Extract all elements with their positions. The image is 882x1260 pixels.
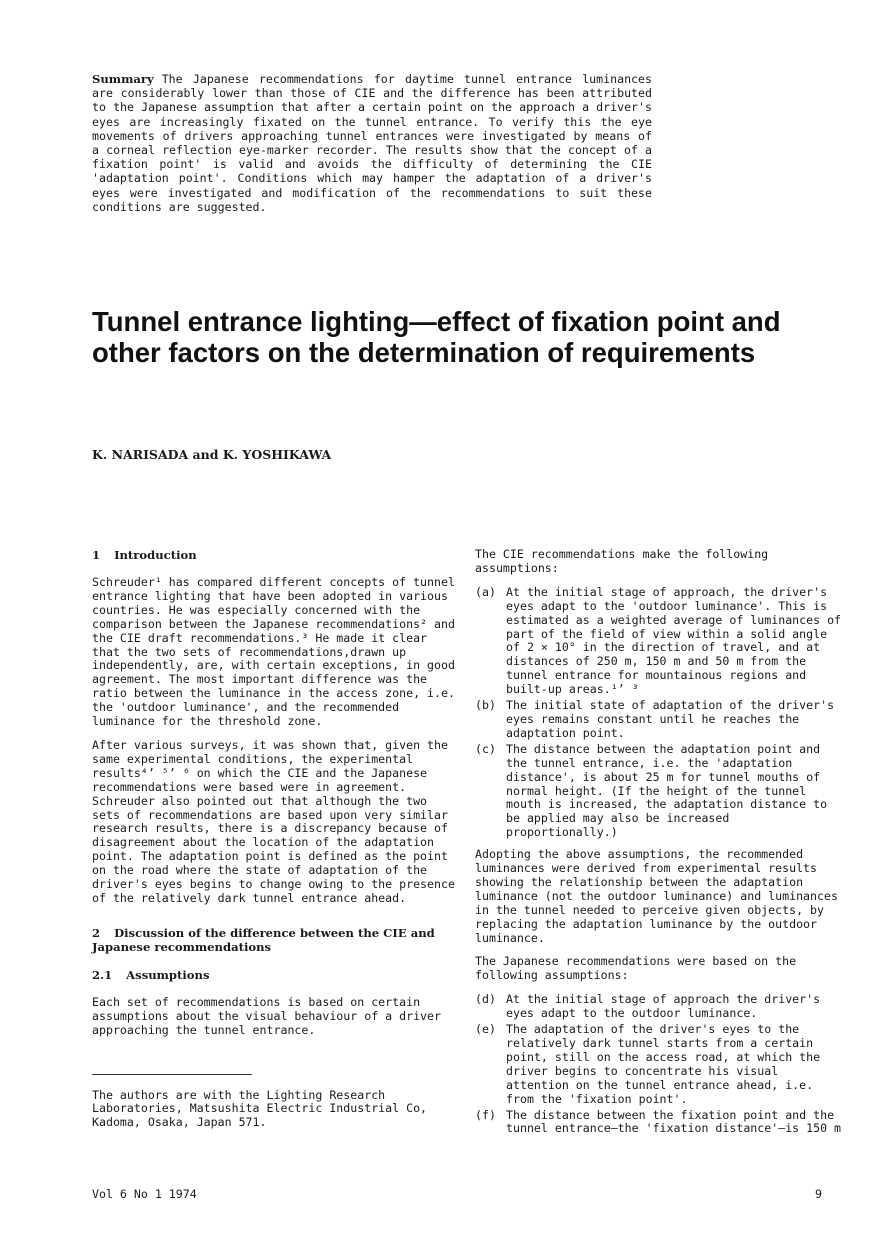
cie-assumptions-list	[475, 586, 845, 840]
summary-text: The Japanese recommendations for daytime tunnel entrance luminances are considerably lower than those of CIE and the difference has been attributed to the Japanese assumption that after a certain point on the approach a driver's eyes are increasingly fixated on the tunnel entrance. To verify this the eye movements of drivers approaching tunnel entrances were investigated by means of a corneal reflection eye-marker recorder. The results show that the concept of a fixation point' is valid and avoids the difficulty of determining the CIE 'adaptation point'. Conditions which may hamper the adaptation of a driver's eyes were investigated and modification of the recommendations to suit these conditions are suggested.	[92, 72, 652, 214]
list-item	[475, 743, 845, 840]
page-number: 9	[815, 1187, 822, 1201]
section-1-heading	[92, 548, 456, 562]
section-2-heading	[92, 926, 456, 954]
list-item-label: (c)	[475, 741, 496, 756]
section-number: 2.1	[92, 967, 113, 982]
list-item-label: (b)	[475, 698, 496, 713]
list-item	[475, 993, 845, 1021]
intro-paragraph-2: After various surveys, it was shown that, given the same experimental conditions, the experimental results⁴ʼ ⁵ʼ ⁶ on which the CIE and the Japanese recommendations were based were in agreement. Schreuder also pointed out that although the two sets of recommendations are based upon very similar research results, there is a discrepancy because of disagreement about the location of the adaptation point. The adaptation point is defined as the point on the road where the state of adaptation of the driver's eyes begins to change owing to the presence of the relatively dark tunnel entrance ahead.	[92, 737, 455, 905]
list-item	[475, 699, 845, 741]
assumptions-paragraph: Each set of recommendations is based on certain assumptions about the visual behaviour of a driver approaching the tunnel entrance.	[92, 994, 442, 1037]
list-item-text: The distance between the fixation point and the tunnel entrance—the 'fixation distance'—is 150 m	[506, 1107, 842, 1136]
section-2-1-heading	[92, 968, 456, 982]
list-item-label: (e)	[475, 1022, 496, 1037]
article-title: Tunnel entrance lighting—effect of fixation point and other factors on the determination of requirements	[92, 306, 781, 368]
section-title: Discussion of the difference between the CIE and Japanese recommendations	[92, 925, 435, 954]
section-title: Introduction	[114, 548, 197, 562]
section-number: 1	[92, 548, 101, 562]
author-affiliation: The authors are with the Lighting Research Laboratories, Matsushita Electric Industrial Co, Kadoma, Osaka, Japan 571.	[92, 1087, 428, 1130]
right-column	[475, 548, 845, 1144]
list-item-text: The distance between the adaptation point and the tunnel entrance, i.e. the 'adaptation distance', is about 25 m for tunnel mouths of normal height. (If the height of the tunnel mouth is increased, the adaptation distance to be applied may also be increased proportionally.)	[506, 741, 828, 840]
adopting-paragraph: Adopting the above assumptions, the recommended luminances were derived from experimental results showing the relationship between the adaptation luminance (not the outdoor luminance) and luminances in the tunnel needed to perceive given objects, by replacing the adaptation luminance by the outdoor luminance.	[475, 847, 838, 945]
summary-label: Summary	[92, 72, 154, 86]
list-item-label: (f)	[475, 1107, 496, 1122]
journal-reference: Vol 6 No 1 1974	[92, 1187, 197, 1201]
section-title: Assumptions	[126, 967, 210, 982]
list-item-text: The initial state of adaptation of the driver's eyes remains constant until he reaches the adaptation point.	[506, 698, 835, 740]
list-item	[475, 1109, 845, 1137]
list-item-text: The adaptation of the driver's eyes to the relatively dark tunnel starts from a certain point, still on the access road, at which the driver begins to concentrate his visual attention on the tunnel entrance ahead, i.e. from the 'fixation point'.	[506, 1022, 821, 1106]
list-item	[475, 586, 845, 697]
footnote-divider	[92, 1074, 252, 1075]
list-item-text: At the initial stage of approach, the driver's eyes adapt to the 'outdoor luminance'. This is estimated as a weighted average of luminances of part of the field of view within a solid angle of 2 × 10° in the direction of travel, and at distances of 250 m, 150 m and 50 m from the tunnel entrance for mountainous regions and built-up areas.¹ʼ ³	[506, 584, 842, 697]
section-number: 2	[92, 925, 101, 940]
list-item-label: (a)	[475, 584, 496, 599]
left-column	[92, 548, 456, 1140]
list-item-label: (d)	[475, 992, 496, 1007]
cie-intro: The CIE recommendations make the following assumptions:	[475, 547, 769, 575]
authors: K. NARISADA and K. YOSHIKAWA	[92, 447, 332, 462]
japanese-assumptions-list	[475, 993, 845, 1136]
list-item	[475, 1023, 845, 1106]
summary	[92, 72, 652, 214]
intro-paragraph-1: Schreuder¹ has compared different concepts of tunnel entrance lighting that have been adopted in various countries. He was especially concerned with the comparison between the Japanese recommendations² and the CIE draft recommendations.³ He made it clear that the two sets of recommendations,drawn up independently, are, with certain exceptions, in good agreement. The most important difference was the ratio between the luminance in the access zone, i.e. the 'outdoor luminance', and the recommended luminance for the threshold zone.	[92, 575, 455, 729]
list-item-text: At the initial stage of approach the driver's eyes adapt to the outdoor luminance.	[506, 992, 821, 1021]
japanese-intro: The Japanese recommendations were based on the following assumptions:	[475, 954, 797, 983]
